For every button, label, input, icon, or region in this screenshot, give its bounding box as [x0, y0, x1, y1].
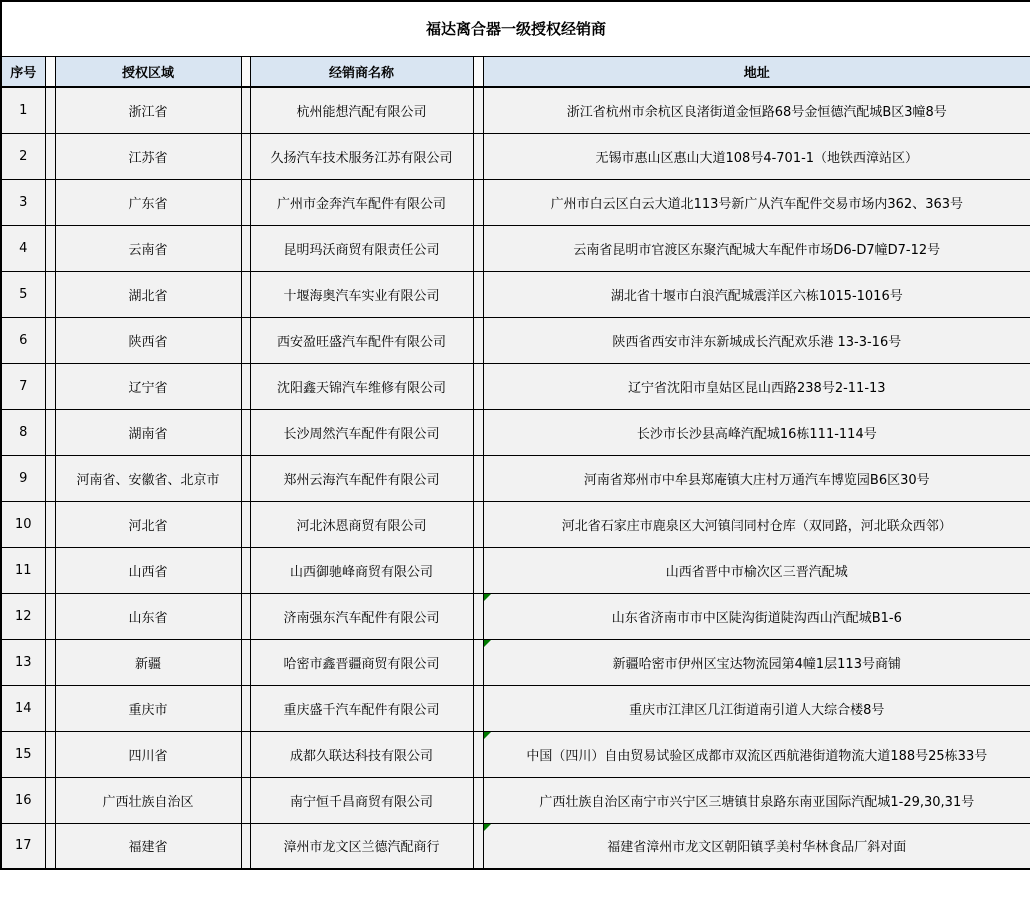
separator-cell — [241, 409, 250, 455]
dealer-cell: 十堰海奥汽车实业有限公司 — [250, 271, 473, 317]
table-row — [1, 547, 1030, 593]
separator-cell — [241, 133, 250, 179]
table-row — [1, 685, 1030, 731]
row-index-cell: 6 — [1, 317, 45, 363]
region-cell: 山西省 — [55, 547, 241, 593]
separator-cell — [45, 133, 55, 179]
header-row — [1, 56, 1030, 87]
separator-cell — [241, 547, 250, 593]
separator-cell — [45, 56, 55, 87]
table-body — [1, 87, 1030, 869]
separator-cell — [241, 455, 250, 501]
row-index-cell: 3 — [1, 179, 45, 225]
header-region: 授权区域 — [55, 56, 241, 87]
address-cell: 无锡市惠山区惠山大道108号4-701-1（地铁西漳站区） — [483, 133, 1030, 179]
region-cell: 湖南省 — [55, 409, 241, 455]
region-cell: 广东省 — [55, 179, 241, 225]
address-cell: 山东省济南市市中区陡沟街道陡沟西山汽配城B1-6 — [483, 593, 1030, 639]
row-index-cell: 17 — [1, 823, 45, 869]
separator-cell — [473, 823, 483, 869]
separator-cell — [473, 409, 483, 455]
dealer-cell: 长沙周然汽车配件有限公司 — [250, 409, 473, 455]
dealer-cell: 沈阳鑫天锦汽车维修有限公司 — [250, 363, 473, 409]
separator-cell — [241, 685, 250, 731]
row-index-cell: 7 — [1, 363, 45, 409]
region-cell: 山东省 — [55, 593, 241, 639]
error-indicator-triangle-icon — [484, 732, 491, 739]
dealer-cell: 久扬汽车技术服务江苏有限公司 — [250, 133, 473, 179]
separator-cell — [473, 731, 483, 777]
row-index-cell: 4 — [1, 225, 45, 271]
region-cell: 湖北省 — [55, 271, 241, 317]
separator-cell — [473, 317, 483, 363]
separator-cell — [45, 317, 55, 363]
dealer-cell: 山西御驰峰商贸有限公司 — [250, 547, 473, 593]
separator-cell — [473, 685, 483, 731]
separator-cell — [241, 317, 250, 363]
separator-cell — [241, 271, 250, 317]
dealer-cell: 漳州市龙文区兰德汽配商行 — [250, 823, 473, 869]
address-cell: 河北省石家庄市鹿泉区大河镇闫同村仓库（双同路，河北联众西邻） — [483, 501, 1030, 547]
region-cell: 辽宁省 — [55, 363, 241, 409]
separator-cell — [45, 179, 55, 225]
address-cell: 河南省郑州市中牟县郑庵镇大庄村万通汽车博览园B6区30号 — [483, 455, 1030, 501]
error-indicator-triangle-icon — [484, 824, 491, 831]
separator-cell — [241, 777, 250, 823]
separator-cell — [473, 455, 483, 501]
table-row — [1, 317, 1030, 363]
separator-cell — [45, 593, 55, 639]
separator-cell — [241, 731, 250, 777]
table-row — [1, 363, 1030, 409]
address-cell: 广西壮族自治区南宁市兴宁区三塘镇甘泉路东南亚国际汽配城1-29,30,31号 — [483, 777, 1030, 823]
dealer-cell: 济南强东汽车配件有限公司 — [250, 593, 473, 639]
separator-cell — [45, 639, 55, 685]
header-index: 序号 — [1, 56, 45, 87]
dealer-cell: 河北沐恩商贸有限公司 — [250, 501, 473, 547]
region-cell: 河南省、安徽省、北京市 — [55, 455, 241, 501]
row-index-cell: 13 — [1, 639, 45, 685]
row-index-cell: 12 — [1, 593, 45, 639]
region-cell: 江苏省 — [55, 133, 241, 179]
dealer-cell: 哈密市鑫晋疆商贸有限公司 — [250, 639, 473, 685]
error-indicator-triangle-icon — [484, 640, 491, 647]
row-index-cell: 15 — [1, 731, 45, 777]
row-index-cell: 2 — [1, 133, 45, 179]
address-cell: 重庆市江津区几江街道南引道人大综合楼8号 — [483, 685, 1030, 731]
table-row — [1, 823, 1030, 869]
separator-cell — [241, 225, 250, 271]
separator-cell — [473, 547, 483, 593]
address-cell: 山西省晋中市榆次区三晋汽配城 — [483, 547, 1030, 593]
table-row — [1, 501, 1030, 547]
region-cell: 云南省 — [55, 225, 241, 271]
address-cell: 云南省昆明市官渡区东聚汽配城大车配件市场D6-D7幢D7-12号 — [483, 225, 1030, 271]
table-row — [1, 133, 1030, 179]
address-cell: 中国（四川）自由贸易试验区成都市双流区西航港街道物流大道188号25栋33号 — [483, 731, 1030, 777]
separator-cell — [241, 56, 250, 87]
separator-cell — [241, 87, 250, 133]
separator-cell — [473, 639, 483, 685]
dealer-cell: 昆明玛沃商贸有限责任公司 — [250, 225, 473, 271]
region-cell: 广西壮族自治区 — [55, 777, 241, 823]
table-row — [1, 271, 1030, 317]
table-row — [1, 409, 1030, 455]
separator-cell — [45, 225, 55, 271]
region-cell: 重庆市 — [55, 685, 241, 731]
separator-cell — [45, 685, 55, 731]
dealer-cell: 成都久联达科技有限公司 — [250, 731, 473, 777]
address-cell: 广州市白云区白云大道北113号新广从汽车配件交易市场内362、363号 — [483, 179, 1030, 225]
dealer-cell: 郑州云海汽车配件有限公司 — [250, 455, 473, 501]
separator-cell — [473, 363, 483, 409]
table-row — [1, 179, 1030, 225]
header-dealer: 经销商名称 — [250, 56, 473, 87]
address-cell: 新疆哈密市伊州区宝达物流园第4幢1层113号商铺 — [483, 639, 1030, 685]
row-index-cell: 9 — [1, 455, 45, 501]
address-cell: 长沙市长沙县高峰汽配城16栋111-114号 — [483, 409, 1030, 455]
table-row — [1, 593, 1030, 639]
region-cell: 陕西省 — [55, 317, 241, 363]
row-index-cell: 14 — [1, 685, 45, 731]
dealer-cell: 杭州能想汽配有限公司 — [250, 87, 473, 133]
separator-cell — [241, 501, 250, 547]
error-indicator-triangle-icon — [484, 594, 491, 601]
row-index-cell: 10 — [1, 501, 45, 547]
dealer-cell: 重庆盛千汽车配件有限公司 — [250, 685, 473, 731]
separator-cell — [473, 179, 483, 225]
separator-cell — [241, 593, 250, 639]
region-cell: 四川省 — [55, 731, 241, 777]
row-index-cell: 5 — [1, 271, 45, 317]
region-cell: 浙江省 — [55, 87, 241, 133]
separator-cell — [473, 777, 483, 823]
address-cell: 福建省漳州市龙文区朝阳镇孚美村华林食品厂斜对面 — [483, 823, 1030, 869]
separator-cell — [45, 547, 55, 593]
dealer-cell: 南宁恒千昌商贸有限公司 — [250, 777, 473, 823]
table-row — [1, 777, 1030, 823]
region-cell: 福建省 — [55, 823, 241, 869]
row-index-cell: 1 — [1, 87, 45, 133]
table-row — [1, 731, 1030, 777]
separator-cell — [473, 133, 483, 179]
table-row — [1, 225, 1030, 271]
separator-cell — [45, 777, 55, 823]
separator-cell — [473, 501, 483, 547]
separator-cell — [473, 225, 483, 271]
address-cell: 浙江省杭州市余杭区良渚街道金恒路68号金恒德汽配城B区3幢8号 — [483, 87, 1030, 133]
separator-cell — [45, 501, 55, 547]
separator-cell — [45, 455, 55, 501]
address-cell: 陕西省西安市沣东新城成长汽配欢乐港 13-3-16号 — [483, 317, 1030, 363]
row-index-cell: 8 — [1, 409, 45, 455]
separator-cell — [45, 87, 55, 133]
separator-cell — [473, 56, 483, 87]
page-title: 福达离合器一级授权经销商 — [1, 1, 1030, 56]
title-row — [1, 1, 1030, 56]
header-address: 地址 — [483, 56, 1030, 87]
region-cell: 新疆 — [55, 639, 241, 685]
table-row — [1, 87, 1030, 133]
row-index-cell: 16 — [1, 777, 45, 823]
dealer-cell: 广州市金奔汽车配件有限公司 — [250, 179, 473, 225]
row-index-cell: 11 — [1, 547, 45, 593]
separator-cell — [473, 87, 483, 133]
separator-cell — [45, 409, 55, 455]
dealer-cell: 西安盈旺盛汽车配件有限公司 — [250, 317, 473, 363]
separator-cell — [45, 271, 55, 317]
separator-cell — [45, 731, 55, 777]
address-cell: 辽宁省沈阳市皇姑区昆山西路238号2-11-13 — [483, 363, 1030, 409]
separator-cell — [473, 593, 483, 639]
table-row — [1, 639, 1030, 685]
address-cell: 湖北省十堰市白浪汽配城震洋区六栋1015-1016号 — [483, 271, 1030, 317]
separator-cell — [45, 363, 55, 409]
separator-cell — [241, 823, 250, 869]
separator-cell — [241, 179, 250, 225]
separator-cell — [473, 271, 483, 317]
table-row — [1, 455, 1030, 501]
separator-cell — [241, 363, 250, 409]
separator-cell — [241, 639, 250, 685]
region-cell: 河北省 — [55, 501, 241, 547]
separator-cell — [45, 823, 55, 869]
